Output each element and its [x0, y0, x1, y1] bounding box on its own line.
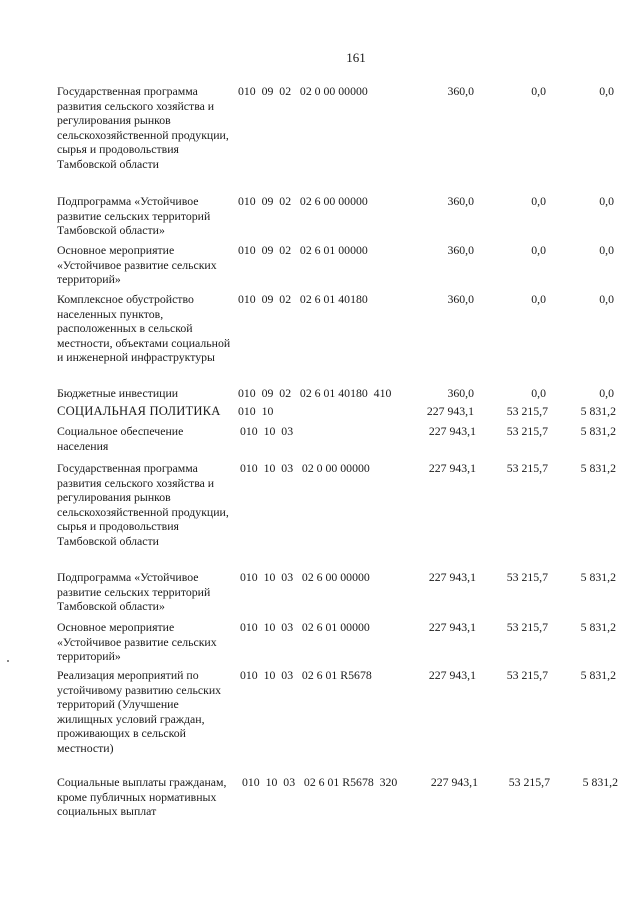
row-value-3: 5 831,2: [580, 620, 616, 634]
row-name: Подпрограмма «Устойчивое развитие сельских территорий Тамбовской области»: [57, 194, 211, 238]
row-value-2: 0,0: [531, 84, 546, 98]
row-name: Основное мероприятие «Устойчивое развитие сельских территорий»: [57, 243, 217, 287]
row-value-3: 5 831,2: [580, 404, 616, 418]
row-code: 010 10 03: [240, 424, 294, 438]
row-code: 010 09 02 02 0 00 00000: [238, 84, 368, 98]
row-name: Основное мероприятие «Устойчивое развитие сельских территорий»: [57, 620, 217, 664]
row-value-2: 0,0: [531, 292, 546, 306]
row-value-1: 360,0: [447, 84, 474, 98]
row-value-2: 53 215,7: [506, 404, 548, 418]
row-value-1: 360,0: [447, 386, 474, 400]
row-value-2: 0,0: [531, 194, 546, 208]
row-value-3: 0,0: [599, 292, 614, 306]
row-value-3: 0,0: [599, 243, 614, 257]
row-value-2: 53 215,7: [506, 424, 548, 438]
row-name: Социальные выплаты гражданам, кроме публичных нормативных социальных выплат: [57, 775, 227, 819]
row-value-3: 5 831,2: [580, 570, 616, 584]
row-value-3: 0,0: [599, 386, 614, 400]
page-number: 161: [346, 50, 366, 65]
row-code: 010 10 03 02 0 00 00000: [240, 461, 370, 475]
row-value-2: 53 215,7: [508, 775, 550, 789]
row-value-1: 227 943,1: [426, 404, 474, 418]
row-value-3: 5 831,2: [580, 461, 616, 475]
row-value-3: 5 831,2: [580, 424, 616, 438]
row-value-3: 0,0: [599, 194, 614, 208]
scan-speck: [7, 660, 9, 662]
row-name: Комплексное обустройство населенных пунктов, расположенных в сельской местности, объектами социальной и инженерной инфраструктуры: [57, 292, 231, 365]
row-name: Подпрограмма «Устойчивое развитие сельских территорий Тамбовской области»: [57, 570, 211, 614]
row-code: 010 09 02 02 6 01 40180 410: [238, 386, 392, 400]
row-name: Государственная программа развития сельского хозяйства и регулирования рынков сельскохозяйственной продукции, сырья и продовольствия Тамбовской области: [57, 461, 229, 548]
row-value-1: 360,0: [447, 243, 474, 257]
row-value-1: 227 943,1: [428, 424, 476, 438]
section-title: СОЦИАЛЬНАЯ ПОЛИТИКА: [57, 404, 221, 418]
row-value-2: 53 215,7: [506, 668, 548, 682]
row-code: 010 10 03 02 6 01 R5678 320: [242, 775, 398, 789]
row-value-2: 0,0: [531, 386, 546, 400]
row-value-3: 0,0: [599, 84, 614, 98]
row-value-3: 5 831,2: [582, 775, 618, 789]
row-value-2: 53 215,7: [506, 570, 548, 584]
row-name: Реализация мероприятий по устойчивому развитию сельских территорий (Улучшение жилищных условий граждан, проживающих в сельской местности): [57, 668, 222, 755]
row-value-1: 360,0: [447, 292, 474, 306]
row-value-2: 53 215,7: [506, 620, 548, 634]
row-value-3: 5 831,2: [580, 668, 616, 682]
row-code: 010 09 02 02 6 00 00000: [238, 194, 368, 208]
row-name: Государственная программа развития сельского хозяйства и регулирования рынков сельскохозяйственной продукции, сырья и продовольствия Тамбовской области: [57, 84, 229, 171]
row-code: 010 09 02 02 6 01 40180: [238, 292, 368, 306]
row-value-1: 227 943,1: [428, 668, 476, 682]
row-name: Бюджетные инвестиции: [57, 386, 179, 400]
row-code: 010 10: [238, 404, 274, 418]
row-value-2: 0,0: [531, 243, 546, 257]
row-value-2: 53 215,7: [506, 461, 548, 475]
row-code: 010 10 03 02 6 01 R5678: [240, 668, 372, 682]
row-code: 010 10 03 02 6 00 00000: [240, 570, 370, 584]
row-code: 010 09 02 02 6 01 00000: [238, 243, 368, 257]
row-value-1: 227 943,1: [428, 461, 476, 475]
row-value-1: 360,0: [447, 194, 474, 208]
row-value-1: 227 943,1: [430, 775, 478, 789]
row-value-1: 227 943,1: [428, 620, 476, 634]
row-name: Социальное обеспечение населения: [57, 424, 184, 453]
row-value-1: 227 943,1: [428, 570, 476, 584]
row-code: 010 10 03 02 6 01 00000: [240, 620, 370, 634]
